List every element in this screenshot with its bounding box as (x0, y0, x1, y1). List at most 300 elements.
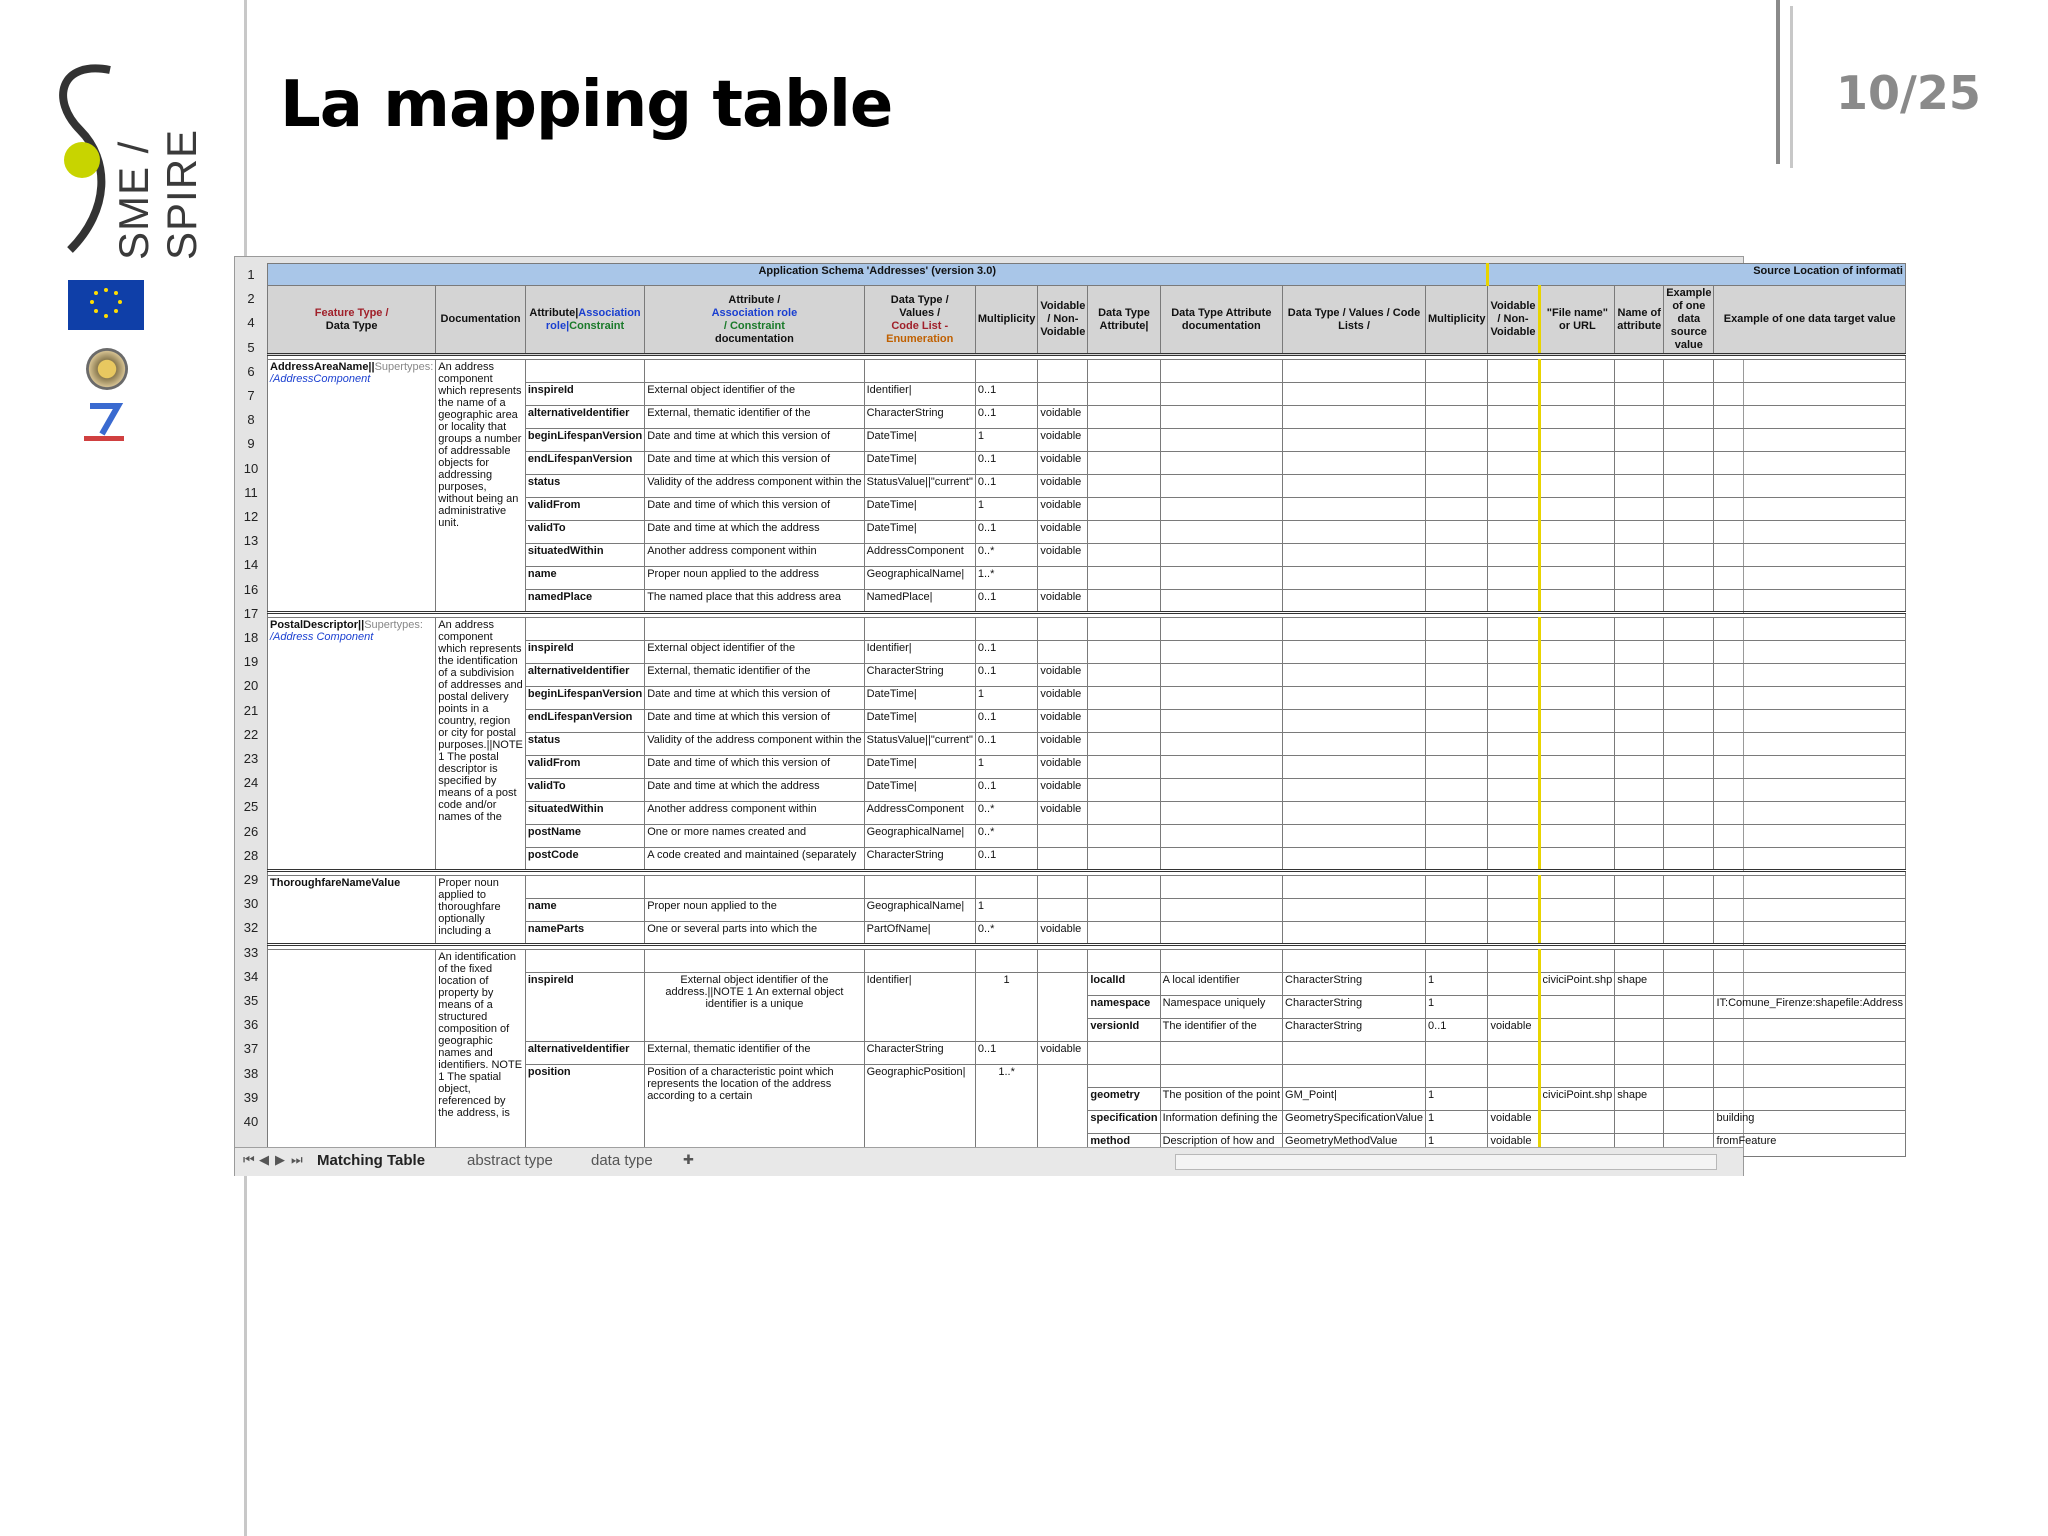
row-number[interactable]: 29 (243, 872, 259, 887)
empty-cell[interactable] (1615, 664, 1664, 687)
row-number[interactable]: 28 (243, 847, 259, 863)
attribute-cell[interactable]: name (525, 899, 644, 922)
empty-cell[interactable] (1088, 802, 1160, 825)
empty-cell[interactable] (1615, 475, 1664, 498)
attribute-cell[interactable]: alternativeIdentifier (525, 1042, 644, 1065)
example-source-cell[interactable] (1664, 996, 1714, 1019)
dt-voidable-cell[interactable]: voidable (1488, 1019, 1539, 1042)
empty-cell[interactable] (1160, 779, 1282, 802)
empty-cell[interactable] (1714, 876, 1905, 899)
empty-cell[interactable] (1283, 733, 1426, 756)
empty-cell[interactable] (1160, 687, 1282, 710)
header-multiplicity[interactable]: Multiplicity (975, 286, 1037, 355)
tab-matching-table[interactable]: Matching Table (317, 1152, 426, 1169)
multiplicity-cell[interactable]: 1 (975, 756, 1037, 779)
empty-cell[interactable] (1664, 590, 1714, 613)
empty-cell[interactable] (1615, 406, 1664, 429)
example-target-cell[interactable]: building (1714, 1111, 1905, 1134)
attribute-doc-cell[interactable]: Validity of the address component within the (645, 733, 864, 756)
attribute-doc-cell[interactable]: Date and time at which this version of (645, 710, 864, 733)
attribute-doc-cell[interactable]: Another address component within (645, 802, 864, 825)
empty-cell[interactable] (1664, 567, 1714, 590)
attribute-doc-cell[interactable]: Date and time at which this version of (645, 687, 864, 710)
empty-cell[interactable] (1160, 641, 1282, 664)
empty-cell[interactable] (1539, 876, 1615, 899)
attribute-doc-cell[interactable]: The named place that this address area (645, 590, 864, 613)
empty-cell[interactable] (1664, 756, 1714, 779)
empty-cell[interactable] (1088, 922, 1160, 945)
empty-cell[interactable] (1088, 521, 1160, 544)
empty-cell[interactable] (1664, 1042, 1714, 1065)
empty-cell[interactable] (1714, 664, 1905, 687)
empty-cell[interactable] (1160, 452, 1282, 475)
voidable-cell[interactable]: voidable (1038, 1042, 1088, 1065)
dt-attribute-cell[interactable]: versionId (1088, 1019, 1160, 1042)
empty-cell[interactable] (1160, 1065, 1282, 1088)
file-name-cell[interactable] (1539, 1019, 1615, 1042)
empty-cell[interactable] (1283, 802, 1426, 825)
empty-cell[interactable] (1615, 1065, 1664, 1088)
empty-cell[interactable] (1488, 567, 1539, 590)
dt-attribute-cell[interactable]: method (1088, 1134, 1160, 1157)
empty-cell[interactable] (1283, 710, 1426, 733)
empty-cell[interactable] (1664, 1065, 1714, 1088)
empty-cell[interactable] (1664, 475, 1714, 498)
empty-cell[interactable] (1283, 567, 1426, 590)
example-source-cell[interactable] (1664, 1088, 1714, 1111)
multiplicity-cell[interactable]: 0..* (975, 544, 1037, 567)
empty-cell[interactable] (1088, 1065, 1160, 1088)
empty-cell[interactable] (1488, 1042, 1539, 1065)
attribute-cell[interactable]: alternativeIdentifier (525, 406, 644, 429)
voidable-cell[interactable]: voidable (1038, 475, 1088, 498)
attribute-doc-cell[interactable]: Another address component within (645, 544, 864, 567)
attribute-doc-cell[interactable]: Date and time at which the address (645, 521, 864, 544)
empty-cell[interactable] (1088, 383, 1160, 406)
empty-cell[interactable] (1283, 475, 1426, 498)
documentation-cell[interactable]: An identification of the fixed location of property by means of a structured composition of geographic names and identifiers. NOTE 1 The spatial object, referenced by the address, is (436, 950, 526, 1157)
empty-cell[interactable] (1539, 899, 1615, 922)
data-type-cell[interactable]: StatusValue||"current" (864, 475, 975, 498)
row-number[interactable]: 6 (247, 363, 255, 379)
empty-cell[interactable] (1539, 1042, 1615, 1065)
attribute-cell[interactable]: postName (525, 825, 644, 848)
voidable-cell[interactable]: voidable (1038, 687, 1088, 710)
dt-attribute-cell[interactable]: geometry (1088, 1088, 1160, 1111)
multiplicity-cell[interactable]: 0..1 (975, 779, 1037, 802)
attribute-cell[interactable]: status (525, 475, 644, 498)
tab-data-type[interactable]: data type (591, 1152, 653, 1169)
row-number[interactable]: 12 (243, 509, 259, 524)
empty-cell[interactable] (1664, 848, 1714, 871)
empty-cell[interactable] (1283, 429, 1426, 452)
empty-cell[interactable] (1283, 590, 1426, 613)
dt-attribute-cell[interactable]: namespace (1088, 996, 1160, 1019)
dt-type-cell[interactable]: GM_Point| (1283, 1088, 1426, 1111)
empty-cell[interactable] (1488, 922, 1539, 945)
row-number[interactable]: 1 (247, 267, 255, 282)
empty-cell[interactable] (1539, 1065, 1615, 1088)
empty-cell[interactable] (1283, 899, 1426, 922)
empty-cell[interactable] (1615, 802, 1664, 825)
data-type-cell[interactable]: GeographicalName| (864, 825, 975, 848)
empty-cell[interactable] (1488, 618, 1539, 641)
empty-cell[interactable] (1714, 360, 1905, 383)
empty-cell[interactable] (1539, 710, 1615, 733)
dt-doc-cell[interactable]: Information defining the (1160, 1111, 1282, 1134)
voidable-cell[interactable] (1038, 973, 1088, 1042)
row-number[interactable]: 16 (243, 581, 259, 597)
empty-cell[interactable] (1615, 899, 1664, 922)
example-source-cell[interactable] (1664, 973, 1714, 996)
empty-cell[interactable] (1426, 922, 1488, 945)
header-multiplicity-2[interactable]: Multiplicity (1426, 286, 1488, 355)
dt-multiplicity-cell[interactable]: 1 (1426, 973, 1488, 996)
empty-cell[interactable] (1714, 733, 1905, 756)
empty-cell[interactable] (1664, 922, 1714, 945)
next-sheet-icon[interactable]: ▶ (275, 1152, 285, 1167)
data-type-cell[interactable]: DateTime| (864, 498, 975, 521)
attribute-cell[interactable]: validFrom (525, 756, 644, 779)
multiplicity-cell[interactable]: 0..* (975, 922, 1037, 945)
empty-cell[interactable] (1539, 383, 1615, 406)
empty-cell[interactable] (1160, 383, 1282, 406)
empty-cell[interactable] (1088, 618, 1160, 641)
empty-cell[interactable] (1615, 383, 1664, 406)
data-type-cell[interactable]: StatusValue||"current" (864, 733, 975, 756)
voidable-cell[interactable]: voidable (1038, 802, 1088, 825)
empty-cell[interactable] (1664, 710, 1714, 733)
empty-cell[interactable] (1539, 802, 1615, 825)
file-name-cell[interactable]: civiciPoint.shp (1539, 973, 1615, 996)
empty-cell[interactable] (1426, 876, 1488, 899)
empty-cell[interactable] (1539, 950, 1615, 973)
empty-cell[interactable] (1714, 1042, 1905, 1065)
dt-type-cell[interactable]: GeometrySpecificationValue (1283, 1111, 1426, 1134)
multiplicity-cell[interactable]: 0..1 (975, 848, 1037, 871)
data-type-cell[interactable]: Identifier| (864, 973, 975, 1042)
voidable-cell[interactable]: voidable (1038, 664, 1088, 687)
empty-cell[interactable] (1426, 733, 1488, 756)
empty-cell[interactable] (1283, 1042, 1426, 1065)
empty-cell[interactable] (1488, 825, 1539, 848)
empty-cell[interactable] (1488, 521, 1539, 544)
empty-cell[interactable] (1088, 498, 1160, 521)
empty-cell[interactable] (1160, 733, 1282, 756)
empty-cell[interactable] (1488, 779, 1539, 802)
file-name-cell[interactable]: civiciPoint.shp (1539, 1088, 1615, 1111)
dt-doc-cell[interactable]: The position of the point (1160, 1088, 1282, 1111)
empty-cell[interactable] (1426, 544, 1488, 567)
data-type-cell[interactable]: DateTime| (864, 521, 975, 544)
name-attribute-cell[interactable] (1615, 1111, 1664, 1134)
empty-cell[interactable] (1088, 590, 1160, 613)
empty-cell[interactable] (975, 618, 1037, 641)
empty-cell[interactable] (1283, 618, 1426, 641)
row-number[interactable]: 18 (243, 630, 259, 645)
voidable-cell[interactable] (1038, 825, 1088, 848)
empty-cell[interactable] (1714, 383, 1905, 406)
voidable-cell[interactable]: voidable (1038, 710, 1088, 733)
empty-cell[interactable] (1714, 590, 1905, 613)
empty-cell[interactable] (1160, 710, 1282, 733)
empty-cell[interactable] (1283, 950, 1426, 973)
empty-cell[interactable] (1664, 825, 1714, 848)
empty-cell[interactable] (1160, 406, 1282, 429)
voidable-cell[interactable] (1038, 1065, 1088, 1157)
empty-cell[interactable] (1539, 641, 1615, 664)
empty-cell[interactable] (1426, 498, 1488, 521)
row-number[interactable]: 35 (243, 993, 259, 1008)
header-file-name[interactable]: "File name" or URL (1539, 286, 1615, 355)
empty-cell[interactable] (864, 618, 975, 641)
empty-cell[interactable] (1426, 802, 1488, 825)
empty-cell[interactable] (1426, 567, 1488, 590)
voidable-cell[interactable] (1038, 567, 1088, 590)
data-type-cell[interactable]: CharacterString (864, 664, 975, 687)
prev-sheet-icon[interactable]: ◀ (259, 1152, 269, 1167)
empty-cell[interactable] (1664, 498, 1714, 521)
row-number[interactable]: 14 (243, 557, 259, 573)
empty-cell[interactable] (1426, 406, 1488, 429)
empty-cell[interactable] (1488, 544, 1539, 567)
voidable-cell[interactable]: voidable (1038, 498, 1088, 521)
header-attribute[interactable] (525, 286, 644, 355)
dt-multiplicity-cell[interactable]: 1 (1426, 1134, 1488, 1157)
empty-cell[interactable] (1664, 360, 1714, 383)
multiplicity-cell[interactable]: 1 (975, 429, 1037, 452)
voidable-cell[interactable]: voidable (1038, 922, 1088, 945)
empty-cell[interactable] (1664, 664, 1714, 687)
empty-cell[interactable] (1426, 664, 1488, 687)
empty-cell[interactable] (1088, 710, 1160, 733)
data-type-cell[interactable]: CharacterString (864, 1042, 975, 1065)
dt-voidable-cell[interactable] (1488, 1088, 1539, 1111)
file-name-cell[interactable] (1539, 996, 1615, 1019)
empty-cell[interactable] (1615, 733, 1664, 756)
empty-cell[interactable] (1615, 1042, 1664, 1065)
multiplicity-cell[interactable]: 0..1 (975, 521, 1037, 544)
empty-cell[interactable] (1664, 950, 1714, 973)
empty-cell[interactable] (864, 876, 975, 899)
header-voidable[interactable]: Voidable / Non-Voidable (1038, 286, 1088, 355)
header-feature-type[interactable] (268, 286, 436, 355)
dt-voidable-cell[interactable] (1488, 973, 1539, 996)
multiplicity-cell[interactable]: 0..1 (975, 710, 1037, 733)
attribute-cell[interactable]: status (525, 733, 644, 756)
empty-cell[interactable] (1160, 802, 1282, 825)
schema-banner[interactable]: Application Schema 'Addresses' (version 3.0) (268, 264, 1488, 286)
empty-cell[interactable] (645, 876, 864, 899)
row-number[interactable]: 40 (243, 1114, 259, 1129)
empty-cell[interactable] (1539, 756, 1615, 779)
empty-cell[interactable] (1488, 802, 1539, 825)
multiplicity-cell[interactable]: 1..* (975, 1065, 1037, 1157)
row-number[interactable]: 37 (243, 1041, 259, 1057)
multiplicity-cell[interactable]: 1 (975, 899, 1037, 922)
empty-cell[interactable] (1664, 733, 1714, 756)
empty-cell[interactable] (1160, 825, 1282, 848)
empty-cell[interactable] (1426, 1065, 1488, 1088)
empty-cell[interactable] (1615, 922, 1664, 945)
empty-cell[interactable] (1088, 848, 1160, 871)
empty-cell[interactable] (1160, 360, 1282, 383)
name-attribute-cell[interactable]: shape (1615, 1088, 1664, 1111)
empty-cell[interactable] (1539, 544, 1615, 567)
row-number[interactable]: 38 (243, 1065, 259, 1081)
empty-cell[interactable] (1426, 383, 1488, 406)
empty-cell[interactable] (1714, 825, 1905, 848)
row-number[interactable]: 7 (247, 388, 255, 403)
empty-cell[interactable] (1160, 876, 1282, 899)
voidable-cell[interactable]: voidable (1038, 452, 1088, 475)
attribute-cell[interactable]: inspireId (525, 641, 644, 664)
empty-cell[interactable] (1088, 687, 1160, 710)
empty-cell[interactable] (1714, 475, 1905, 498)
empty-cell[interactable] (1714, 802, 1905, 825)
voidable-cell[interactable] (1038, 899, 1088, 922)
empty-cell[interactable] (1160, 590, 1282, 613)
empty-cell[interactable] (525, 876, 644, 899)
empty-cell[interactable] (525, 950, 644, 973)
empty-cell[interactable] (1664, 618, 1714, 641)
dt-voidable-cell[interactable]: voidable (1488, 1134, 1539, 1157)
empty-cell[interactable] (525, 360, 644, 383)
empty-cell[interactable] (1714, 641, 1905, 664)
empty-cell[interactable] (1615, 950, 1664, 973)
attribute-cell[interactable]: beginLifespanVersion (525, 687, 644, 710)
empty-cell[interactable] (1714, 710, 1905, 733)
dt-multiplicity-cell[interactable]: 1 (1426, 1111, 1488, 1134)
attribute-cell[interactable]: name (525, 567, 644, 590)
empty-cell[interactable] (1088, 544, 1160, 567)
row-number[interactable]: 39 (243, 1089, 259, 1105)
documentation-cell[interactable]: An address component which represents the identification of a subdivision of addresses and postal delivery points in a country, region or city for postal purposes.||NOTE 1 The postal descriptor is specified by means of a post code and/or names of the (436, 618, 526, 871)
empty-cell[interactable] (1488, 406, 1539, 429)
empty-cell[interactable] (1664, 452, 1714, 475)
row-number[interactable]: 23 (243, 751, 259, 766)
empty-cell[interactable] (1488, 687, 1539, 710)
empty-cell[interactable] (1160, 899, 1282, 922)
multiplicity-cell[interactable]: 1 (975, 687, 1037, 710)
example-target-cell[interactable] (1714, 1019, 1905, 1042)
example-source-cell[interactable] (1664, 1111, 1714, 1134)
data-type-cell[interactable]: CharacterString (864, 848, 975, 871)
empty-cell[interactable] (1488, 360, 1539, 383)
attribute-cell[interactable]: endLifespanVersion (525, 710, 644, 733)
row-number[interactable]: 13 (243, 533, 259, 549)
data-type-cell[interactable]: PartOfName| (864, 922, 975, 945)
row-number[interactable]: 4 (247, 315, 255, 331)
empty-cell[interactable] (1664, 779, 1714, 802)
empty-cell[interactable] (1488, 641, 1539, 664)
empty-cell[interactable] (1283, 756, 1426, 779)
attribute-doc-cell[interactable]: Validity of the address component within the (645, 475, 864, 498)
attribute-doc-cell[interactable]: Date and time of which this version of (645, 756, 864, 779)
data-type-cell[interactable]: GeographicPosition| (864, 1065, 975, 1157)
empty-cell[interactable] (1283, 521, 1426, 544)
empty-cell[interactable] (1615, 590, 1664, 613)
empty-cell[interactable] (975, 950, 1037, 973)
empty-cell[interactable] (1539, 618, 1615, 641)
empty-cell[interactable] (1038, 950, 1088, 973)
attribute-doc-cell[interactable]: External, thematic identifier of the (645, 664, 864, 687)
name-attribute-cell[interactable] (1615, 996, 1664, 1019)
voidable-cell[interactable]: voidable (1038, 429, 1088, 452)
empty-cell[interactable] (1615, 710, 1664, 733)
empty-cell[interactable] (1283, 779, 1426, 802)
multiplicity-cell[interactable]: 1 (975, 498, 1037, 521)
data-type-cell[interactable]: Identifier| (864, 383, 975, 406)
empty-cell[interactable] (1426, 475, 1488, 498)
dt-doc-cell[interactable]: The identifier of the (1160, 1019, 1282, 1042)
empty-cell[interactable] (1714, 899, 1905, 922)
documentation-cell[interactable]: Proper noun applied to thoroughfare optionally including a (436, 876, 526, 945)
empty-cell[interactable] (1714, 756, 1905, 779)
empty-cell[interactable] (1664, 429, 1714, 452)
header-dt-values[interactable]: Data Type / Values / Code Lists / (1283, 286, 1426, 355)
empty-cell[interactable] (1283, 641, 1426, 664)
empty-cell[interactable] (1615, 618, 1664, 641)
empty-cell[interactable] (1160, 429, 1282, 452)
attribute-doc-cell[interactable]: Proper noun applied to the address (645, 567, 864, 590)
data-type-cell[interactable]: GeographicalName| (864, 567, 975, 590)
empty-cell[interactable] (1714, 429, 1905, 452)
multiplicity-cell[interactable]: 0..1 (975, 406, 1037, 429)
empty-cell[interactable] (1283, 848, 1426, 871)
empty-cell[interactable] (1615, 521, 1664, 544)
attribute-doc-cell[interactable]: External, thematic identifier of the (645, 1042, 864, 1065)
attribute-cell[interactable]: namedPlace (525, 590, 644, 613)
attribute-doc-cell[interactable]: Date and time at which this version of (645, 429, 864, 452)
empty-cell[interactable] (1488, 876, 1539, 899)
feature-type-cell[interactable] (268, 876, 436, 945)
empty-cell[interactable] (1488, 429, 1539, 452)
header-name-attribute[interactable]: Name of attribute (1615, 286, 1664, 355)
empty-cell[interactable] (1664, 876, 1714, 899)
empty-cell[interactable] (1160, 521, 1282, 544)
attribute-cell[interactable]: situatedWithin (525, 802, 644, 825)
voidable-cell[interactable] (1038, 383, 1088, 406)
empty-cell[interactable] (1283, 664, 1426, 687)
empty-cell[interactable] (1664, 899, 1714, 922)
empty-cell[interactable] (1664, 802, 1714, 825)
row-number[interactable]: 17 (243, 605, 259, 621)
source-location-banner[interactable]: Source Location of informati (1488, 264, 1905, 286)
header-dt-attribute[interactable]: Data Type Attribute| (1088, 286, 1160, 355)
empty-cell[interactable] (1088, 899, 1160, 922)
row-number[interactable]: 5 (247, 339, 255, 355)
empty-cell[interactable] (1488, 664, 1539, 687)
empty-cell[interactable] (1488, 475, 1539, 498)
empty-cell[interactable] (1088, 756, 1160, 779)
empty-cell[interactable] (1160, 475, 1282, 498)
empty-cell[interactable] (1160, 618, 1282, 641)
empty-cell[interactable] (864, 950, 975, 973)
example-source-cell[interactable] (1664, 1019, 1714, 1042)
attribute-cell[interactable]: validFrom (525, 498, 644, 521)
attribute-cell[interactable]: postCode (525, 848, 644, 871)
empty-cell[interactable] (975, 876, 1037, 899)
data-type-cell[interactable]: DateTime| (864, 429, 975, 452)
empty-cell[interactable] (1539, 475, 1615, 498)
empty-cell[interactable] (1038, 360, 1088, 383)
new-sheet-icon[interactable]: ✚ (683, 1152, 694, 1167)
empty-cell[interactable] (1488, 1065, 1539, 1088)
empty-cell[interactable] (1539, 922, 1615, 945)
voidable-cell[interactable]: voidable (1038, 521, 1088, 544)
attribute-cell[interactable]: situatedWithin (525, 544, 644, 567)
